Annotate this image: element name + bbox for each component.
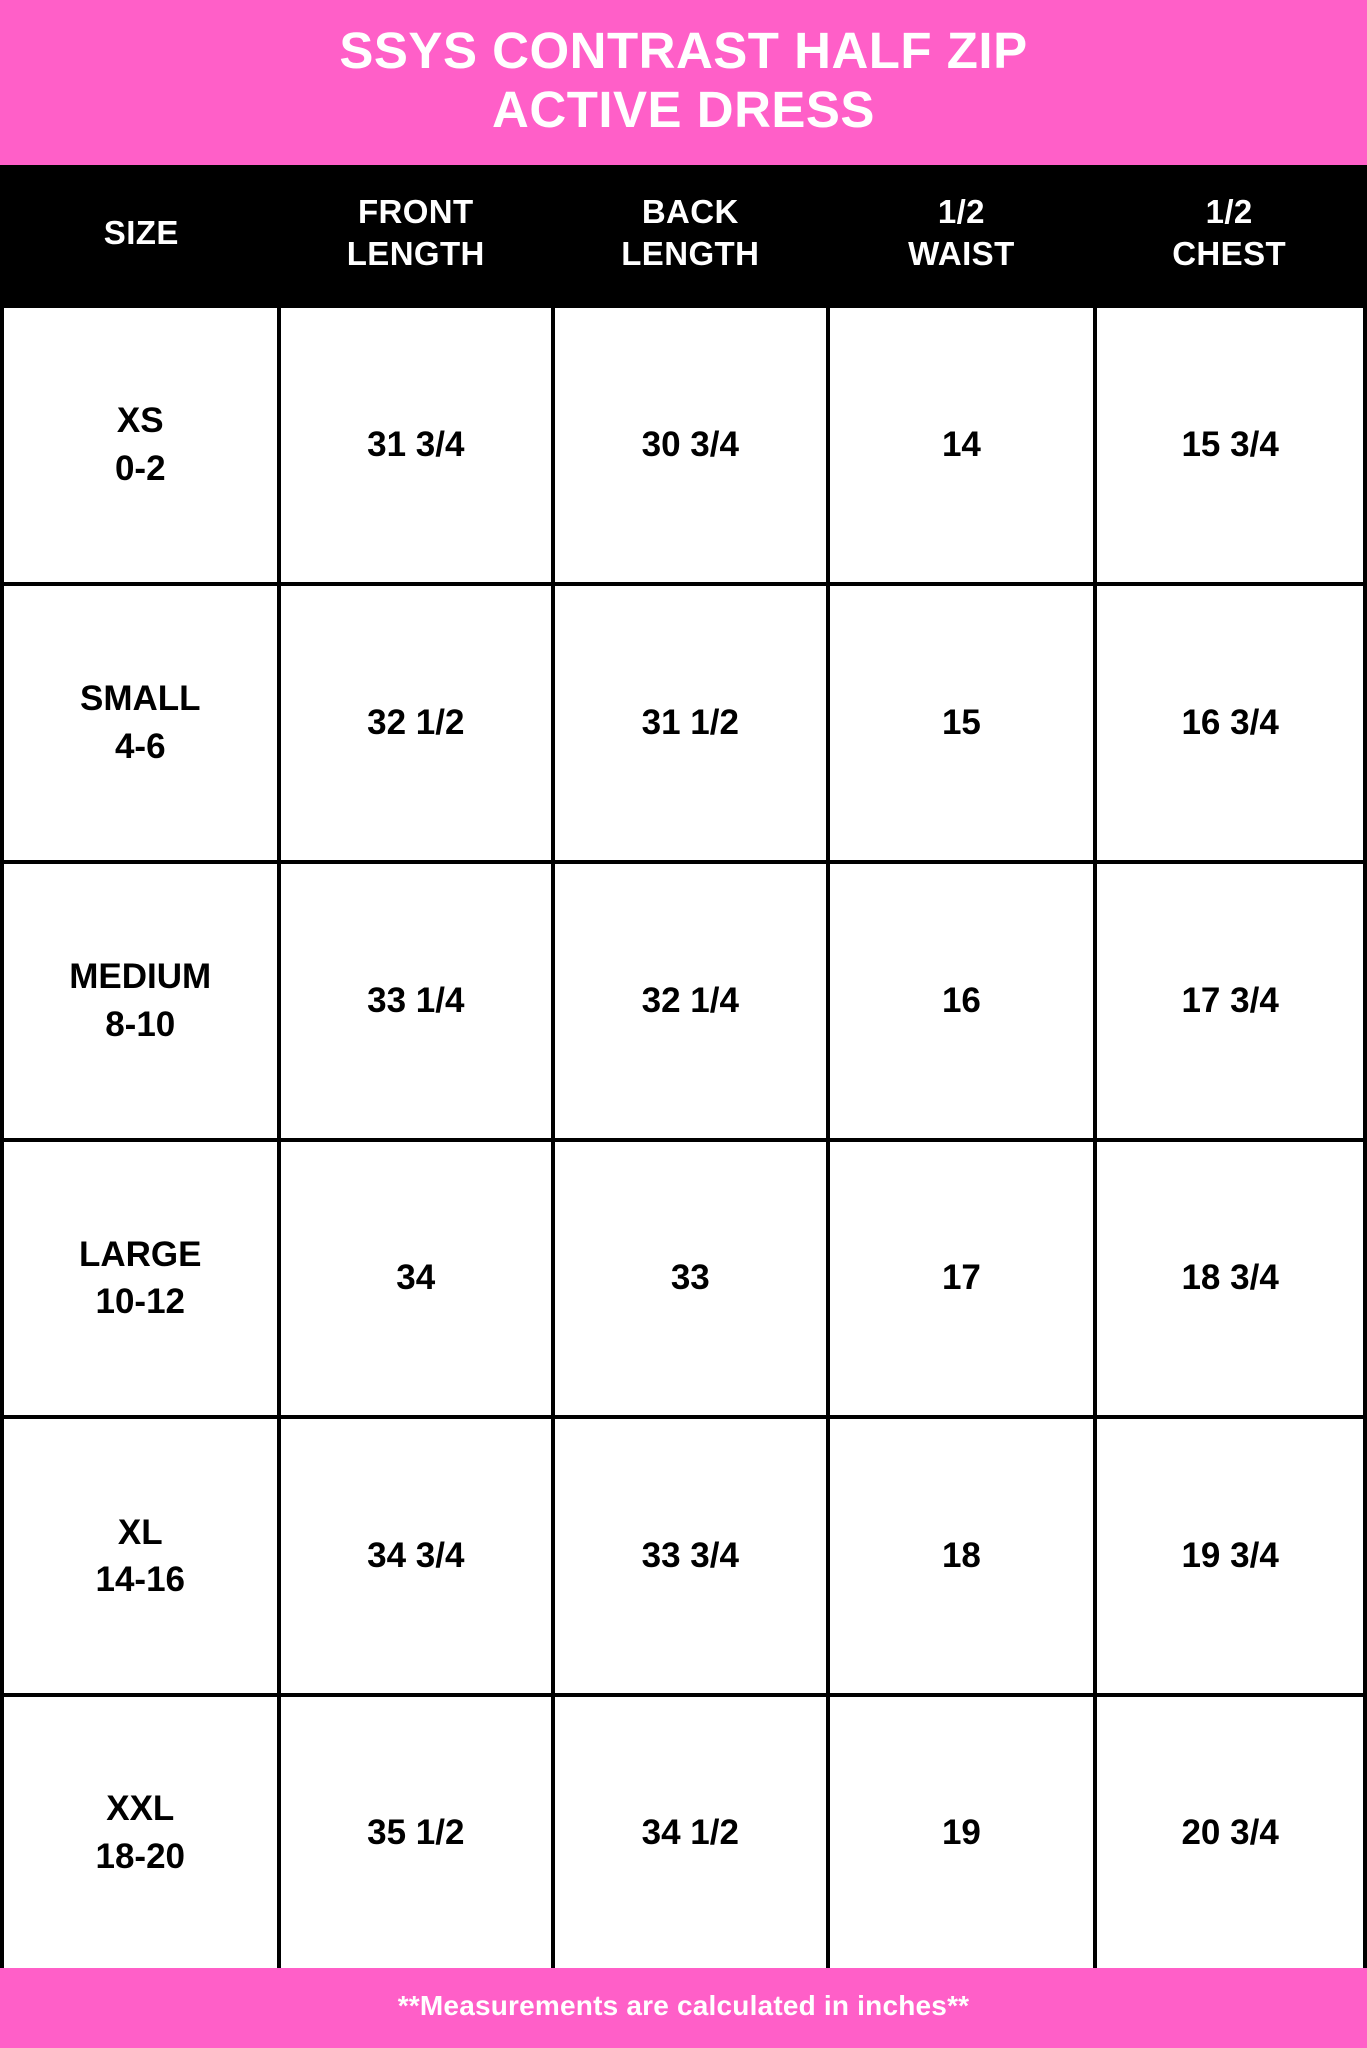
cell-back-length: 34 1/2 [553,1695,828,1968]
size-table [4,165,1363,1968]
cell-size [4,1695,279,1968]
column-header-size-line-1: SIZE [103,213,179,251]
table-row [4,584,1363,862]
table-row [4,1695,1363,1968]
table-row [4,862,1363,1140]
title-banner [0,0,1367,165]
column-header-back-length [553,165,828,306]
column-header-size [4,165,279,306]
cell-front-length: 33 1/4 [279,862,554,1140]
cell-size [4,306,279,584]
cell-half-waist: 18 [828,1417,1096,1695]
column-header-front-length-line-1: FRONT [357,193,474,231]
size-range: 18-20 [95,1836,186,1876]
column-header-back-length-line-1: BACK [641,193,739,231]
cell-half-chest: 16 3/4 [1095,584,1363,862]
column-header-half-chest [1095,165,1363,306]
cell-front-length: 34 3/4 [279,1417,554,1695]
cell-half-chest: 17 3/4 [1095,862,1363,1140]
cell-half-waist: 19 [828,1695,1096,1968]
size-range: 14-16 [95,1560,186,1600]
page-title-line-1: SSYS CONTRAST HALF ZIP [339,22,1028,79]
size-range: 4-6 [114,726,166,766]
page-title-line-2: ACTIVE DRESS [492,80,875,138]
size-name: SMALL [79,679,201,719]
column-header-half-chest-line-2: CHEST [1172,234,1287,272]
size-name: MEDIUM [69,957,212,997]
cell-size [4,1417,279,1695]
cell-size [4,584,279,862]
cell-front-length: 32 1/2 [279,584,554,862]
column-header-half-waist-line-2: WAIST [908,234,1015,272]
table-row [4,306,1363,584]
table-header-row [4,165,1363,306]
cell-back-length: 31 1/2 [553,584,828,862]
cell-front-length: 31 3/4 [279,306,554,584]
size-table-container [0,165,1367,1968]
cell-back-length: 33 3/4 [553,1417,828,1695]
cell-back-length: 30 3/4 [553,306,828,584]
cell-back-length: 32 1/4 [553,862,828,1140]
size-range: 0-2 [114,448,166,488]
size-name: XXL [106,1789,175,1829]
cell-half-waist: 17 [828,1140,1096,1418]
cell-half-chest: 20 3/4 [1095,1695,1363,1968]
cell-half-chest: 19 3/4 [1095,1417,1363,1695]
table-body [4,306,1363,1968]
table-header [4,165,1363,306]
size-range: 8-10 [105,1004,176,1044]
column-header-half-chest-line-1: 1/2 [1205,193,1253,231]
column-header-front-length-line-2: LENGTH [346,234,485,272]
table-row [4,1417,1363,1695]
cell-size [4,862,279,1140]
size-name: LARGE [79,1235,202,1275]
column-header-front-length [279,165,554,306]
size-name: XL [117,1513,163,1553]
table-row [4,1140,1363,1418]
cell-half-chest: 18 3/4 [1095,1140,1363,1418]
column-header-half-waist [828,165,1096,306]
cell-back-length: 33 [553,1140,828,1418]
cell-front-length: 35 1/2 [279,1695,554,1968]
footer-note: **Measurements are calculated in inches** [0,1968,1367,2048]
cell-half-waist: 15 [828,584,1096,862]
cell-half-waist: 16 [828,862,1096,1140]
size-range: 10-12 [95,1282,186,1322]
column-header-back-length-line-2: LENGTH [621,234,760,272]
size-name: XS [116,401,164,441]
cell-front-length: 34 [279,1140,554,1418]
cell-half-waist: 14 [828,306,1096,584]
cell-size [4,1140,279,1418]
cell-half-chest: 15 3/4 [1095,306,1363,584]
column-header-half-waist-line-1: 1/2 [937,193,985,231]
